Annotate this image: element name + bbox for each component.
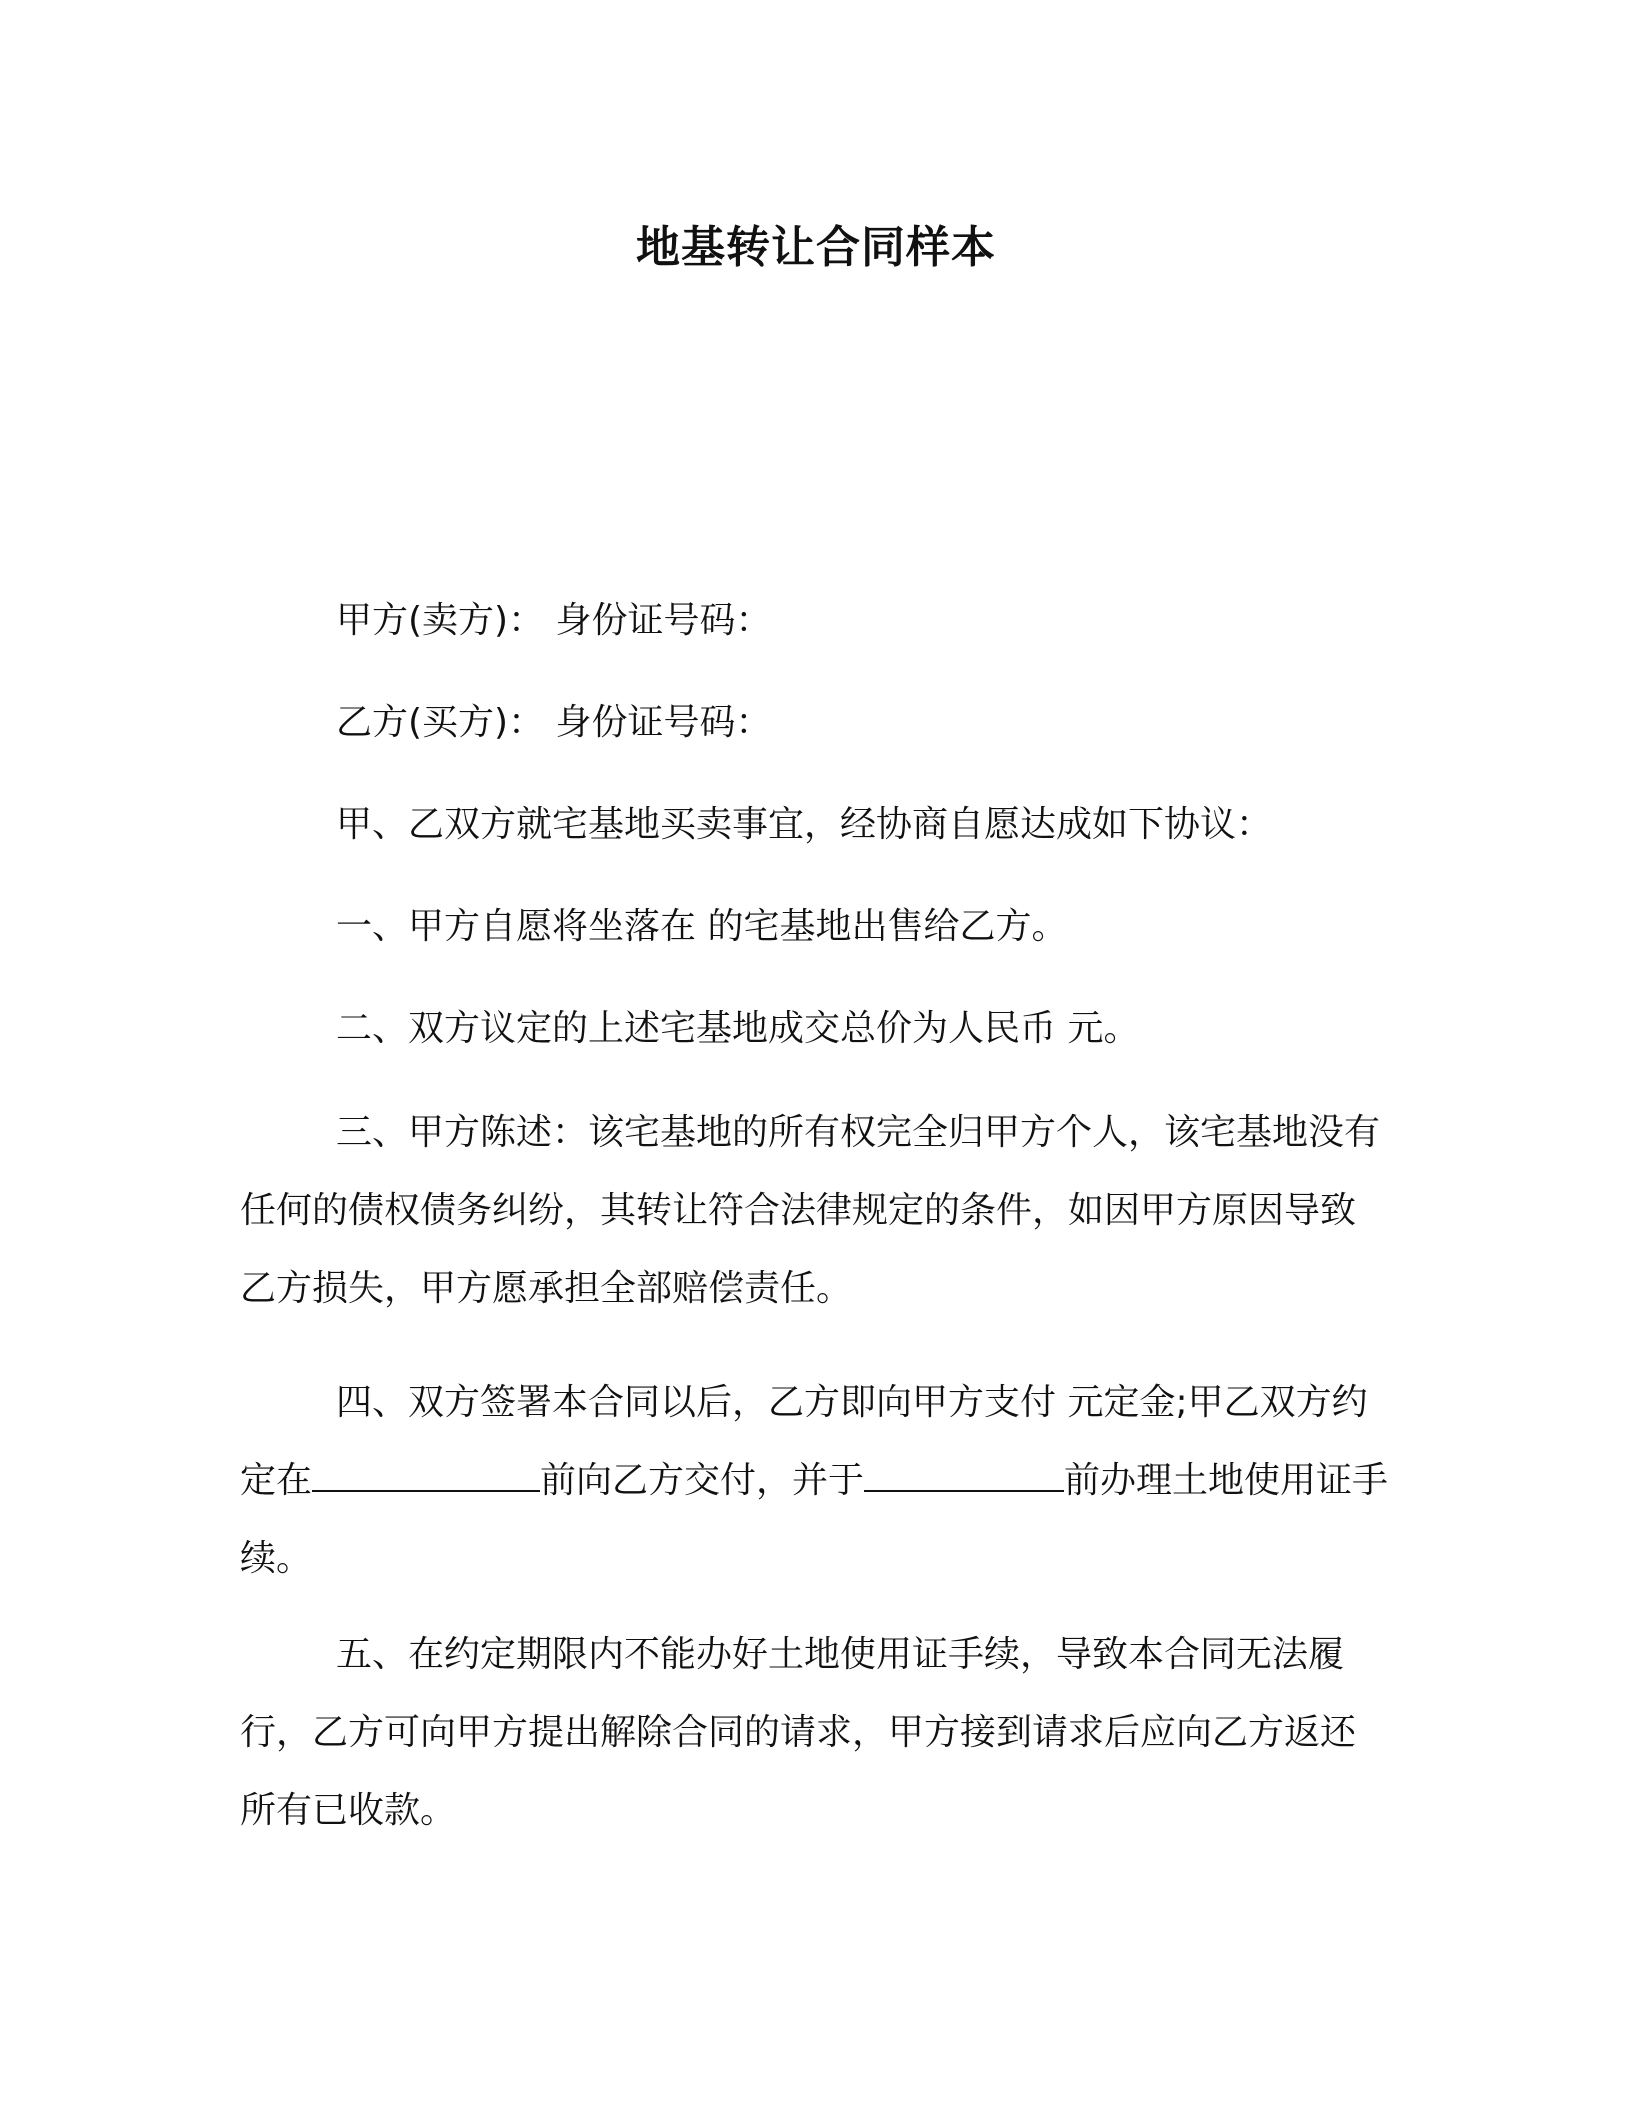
clause-1: 一、甲方自愿将坐落在 的宅基地出售给乙方。 — [336, 906, 1068, 947]
clause-4 — [240, 1364, 1390, 1598]
clause-4-text-3: 前办理土地使用证手续。 — [240, 1460, 1389, 1579]
clause-5: 五、在约定期限内不能办好土地使用证手续，导致本合同无法履行，乙方可向甲方提出解除合同的请求，甲方接到请求后应向乙方返还所有已收款。 — [240, 1634, 1357, 1831]
clause-4-text-1: 四、双方签署本合同以后，乙方即向甲方支付 元定金;甲乙双方约定在 — [240, 1382, 1368, 1501]
party-b-line: 乙方(买方)： 身份证号码： — [336, 702, 772, 743]
clause-2: 二、双方议定的上述宅基地成交总价为人民币 元。 — [336, 1008, 1140, 1049]
party-a-line: 甲方(卖方)： 身份证号码： — [336, 600, 772, 641]
clause-4-text-2: 前向乙方交付，并于 — [540, 1460, 865, 1501]
delivery-date-blank — [312, 1456, 540, 1492]
certificate-date-blank — [864, 1456, 1064, 1492]
clause-3: 三、甲方陈述：该宅基地的所有权完全归甲方个人，该宅基地没有任何的债权债务纠纷，其转让符合法律规定的条件，如因甲方原因导致乙方损失，甲方愿承担全部赔偿责任。 — [240, 1112, 1381, 1309]
document-title: 地基转让合同样本 — [636, 222, 996, 273]
agreement-intro: 甲、乙双方就宅基地买卖事宜，经协商自愿达成如下协议： — [336, 804, 1273, 845]
